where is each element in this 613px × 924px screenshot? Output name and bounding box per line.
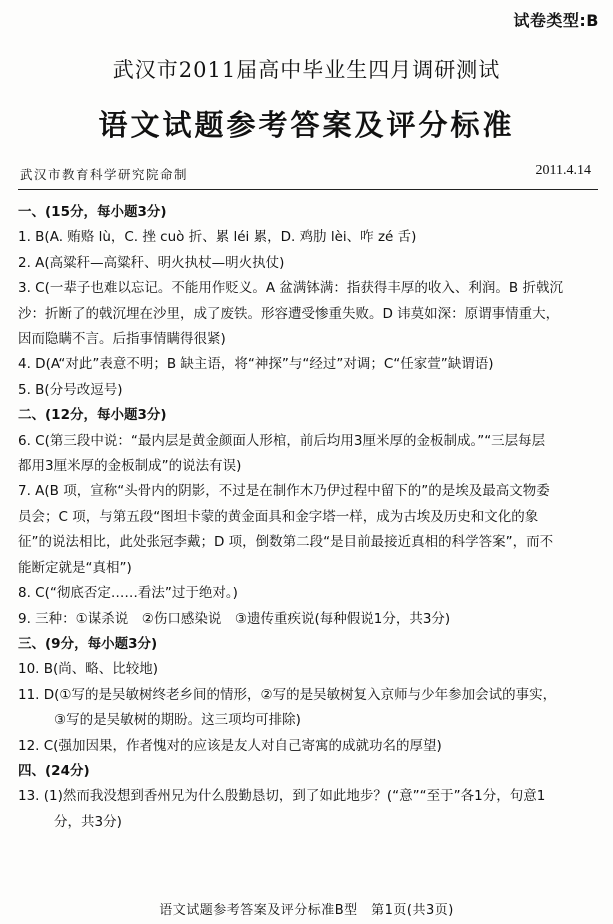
answer-continuation: 因而隐瞒不言。后指事情瞒得很紧) (18, 331, 226, 348)
answer-line: 12. C(强加因果，作者愧对的应该是友人对自己寄寓的成就功名的厚望) (18, 737, 442, 754)
answer-list (18, 200, 596, 835)
answer-line: 7. A(B 项，宣称“头骨内的阴影，不过是在制作木乃伊过程中留下的”的是埃及最高文物委 (18, 483, 550, 500)
date-label: 2011.4.14 (535, 163, 591, 178)
answer-continuation: 员会；C 项，与第五段“图坦卡蒙的黄金面具和金字塔一样，成为古埃及历史和文化的象 (18, 508, 539, 525)
answer-continuation: 分，共3分) (54, 813, 122, 830)
answer-line: 1. B(A. 贿赂 lù，C. 挫 cuò 折、累 léi 累，D. 鸡肋 lèi、咋 zé 舌) (18, 229, 417, 246)
section-heading: 一、(15分，每小题3分) (18, 204, 167, 220)
answer-continuation: 能断定就是“真相”) (18, 559, 132, 576)
answer-line: 2. A(高粱秆—高粱秆、明火执杖—明火执仗) (18, 254, 285, 271)
section-heading: 四、(24分) (18, 762, 90, 779)
answer-line: 3. C(一辈子也难以忘记。不能用作贬义。A 盆满钵满：指获得丰厚的收入、利润。B 折戟沉 (18, 280, 563, 297)
answer-continuation: 沙：折断了的戟沉埋在沙里，成了废铁。形容遭受惨重失败。D 讳莫如深：原谓事情重大， (18, 305, 560, 322)
section-heading: 二、(12分，每小题3分) (18, 407, 167, 424)
issuer-label: 武汉市教育科学研究院命制 (20, 167, 189, 182)
answer-line: 11. D(①写的是吴敏树终老乡间的情形，②写的是吴敏树复入京师与少年参加会试的事实， (18, 686, 557, 703)
header-divider (18, 189, 598, 190)
answer-line: 13. (1)然而我没想到香州兄为什么殷勤恳切，到了如此地步？(“意”“至于”各1分，句意1 (18, 788, 546, 805)
answer-continuation: 都用3厘米厚的金板制成”的说法有误) (18, 458, 242, 475)
answer-continuation: 征”的说法相比，此处张冠李戴；D 项，倒数第二段“是目前最接近真相的科学答案”，而不 (18, 534, 554, 551)
answer-line: 6. C(第三段中说：“最内层是黄金颜面人形棺，前后均用3厘米厚的金板制成。”“三层每层 (18, 432, 546, 449)
answer-line: 5. B(分号改逗号) (18, 381, 123, 398)
answer-line: 8. C(“彻底否定……看法”过于绝对。) (18, 585, 238, 602)
answer-line: 9. 三种：①谋杀说 ②伤口感染说 ③遗传重疾说(每种假说1分，共3分) (18, 610, 451, 627)
exam-title: 武汉市2011届高中毕业生四月调研测试 (112, 58, 501, 82)
answer-line: 4. D(A“对此”表意不明；B 缺主语，将“神探”与“经过”对调；C“任家萱”缺谓语) (18, 356, 494, 373)
paper-type-label: 试卷类型:B (513, 11, 599, 30)
page-footer: 语文试题参考答案及评分标准B型 第1页(共3页) (159, 903, 454, 918)
answer-continuation: ③写的是吴敏树的期盼。这三项均可排除) (54, 712, 301, 729)
section-heading: 三、(9分，每小题3分) (18, 635, 158, 652)
answer-line: 10. B(尚、略、比较地) (18, 661, 159, 678)
document-subtitle: 语文试题参考答案及评分标准 (98, 108, 515, 142)
